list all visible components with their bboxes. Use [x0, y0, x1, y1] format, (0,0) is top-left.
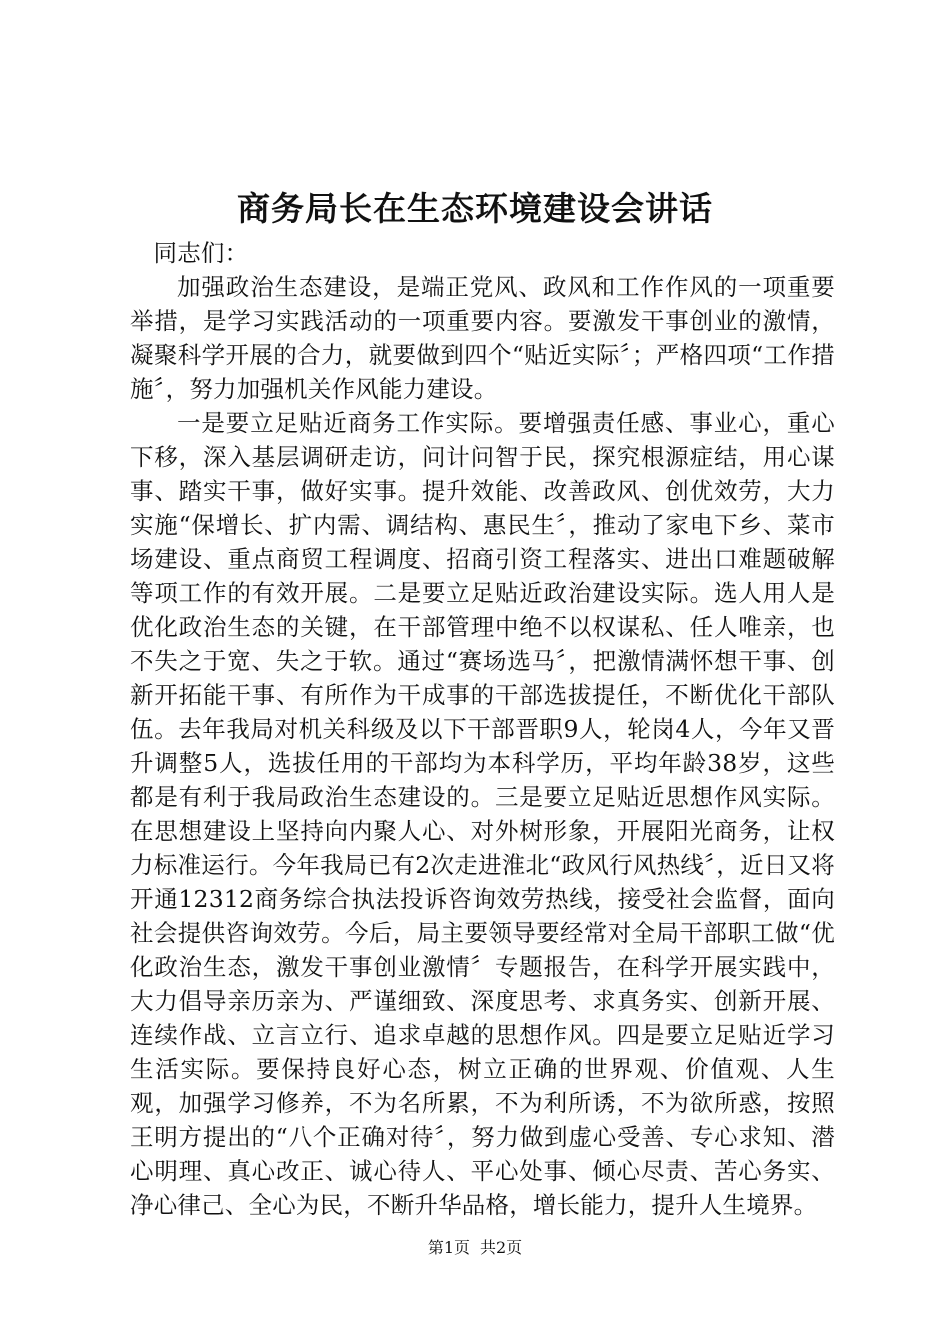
paragraph-main: 一是要立足贴近商务工作实际。要增强责任感、事业心，重心下移，深入基层调研走访，问计问智于民，探究根源症结，用心谋事、踏实干事，做好实事。提升效能、改善政风、创优效劳，大力实施“保增长、扩内需、调结构、惠民生〞，推动了家电下乡、菜市场建设、重点商贸工程调度、招商引资工程落实、进出口难题破解等项工作的有效开展。二是要立足贴近政治建设实际。选人用人是优化政治生态的关键，在干部管理中绝不以权谋私、任人唯亲，也不失之于宽、失之于软。通过“赛场选马〞，把激情满怀想干事、创新开拓能干事、有所作为干成事的干部选拔提任，不断优化干部队伍。去年我局对机关科级及以下干部晋职9人，轮岗4人，今年又晋升调整5人，选拔任用的干部均为本科学历，平均年龄38岁，这些都是有利于我局政治生态建设的。三是要立足贴近思想作风实际。在思想建设上坚持向内聚人心、对外树形象，开展阳光商务，让权力标准运行。今年我局已有2次走进淮北“政风行风热线〞，近日又将开通12312商务综合执法投诉咨询效劳热线，接受社会监督，面向社会提供咨询效劳。今后，局主要领导要经常对全局干部职工做“优化政治生态，激发干事创业激情〞专题报告，在科学开展实践中，大力倡导亲历亲为、严谨细致、深度思考、求真务实、创新开展、连续作战、立言立行、追求卓越的思想作风。四是要立足贴近学习生活实际。要保持良好心态，树立正确的世界观、价值观、人生观，加强学习修养，不为名所累，不为利所诱，不为欲所惑，按照王明方提出的“八个正确对待〞，努力做到虚心受善、专心求知、潜心明理、真心改正、诚心待人、平心处事、倾心尽责、苦心务实、净心律己、全心为民，不断升华品格，增长能力，提升人生境界。 [130, 409, 835, 1219]
page-footer [0, 1236, 950, 1260]
page-total: 共2页 [480, 1238, 523, 1257]
document-body [130, 236, 835, 1222]
paragraph-intro: 加强政治生态建设，是端正党风、政风和工作作风的一项重要举措，是学习实践活动的一项重要内容。要激发干事创业的激情，凝聚科学开展的合力，就要做到四个“贴近实际〞；严格四项“工作措施〞，努力加强机关作风能力建设。 [130, 273, 835, 403]
document-title: 商务局长在生态环境建设会讲话 [237, 189, 713, 228]
salutation: 同志们： [153, 239, 249, 267]
page-number: 第1页 [427, 1238, 470, 1257]
